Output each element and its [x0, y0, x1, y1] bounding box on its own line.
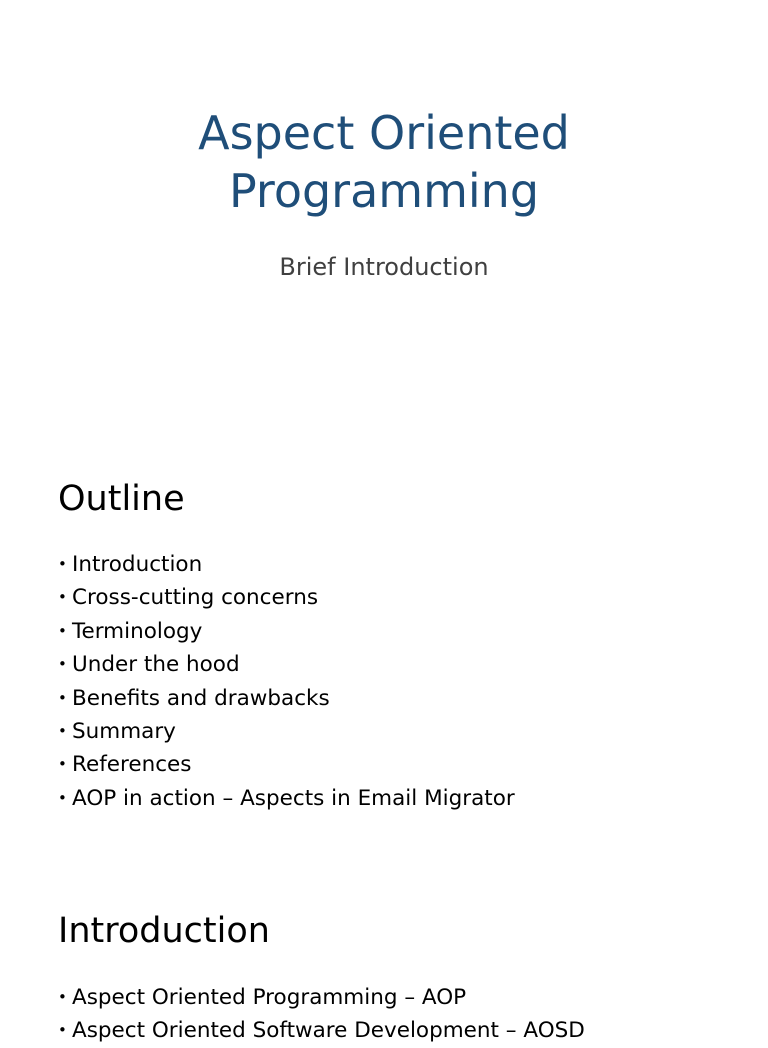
bullet-icon: •: [58, 988, 67, 1006]
list-item: [58, 782, 515, 815]
bullet-icon: •: [58, 555, 67, 573]
title-line-2: Programming: [228, 164, 540, 218]
bullet-icon: •: [58, 788, 67, 807]
outline-item-label: References: [72, 752, 192, 778]
bullet-icon: •: [58, 722, 67, 741]
outline-list: [58, 548, 515, 815]
outline-item-label: Cross-cutting concerns: [72, 585, 319, 611]
outline-item-label: AOP in action – Aspects in Email Migrator: [72, 785, 515, 811]
list-item: [58, 981, 585, 1014]
bullet-icon: •: [58, 588, 67, 607]
list-item: [58, 1014, 585, 1047]
list-item: [58, 682, 515, 715]
outline-item-label: Terminology: [72, 618, 203, 644]
bullet-icon: •: [58, 655, 67, 674]
introduction-item-label: Aspect Oriented Programming – AOP: [72, 985, 467, 1010]
title-slide: [0, 0, 768, 420]
list-item: [58, 581, 515, 614]
bullet-icon: •: [58, 755, 67, 774]
outline-item-label: Introduction: [72, 552, 203, 577]
list-item: [58, 615, 515, 648]
list-item: [58, 548, 515, 581]
list-item: [58, 748, 515, 781]
bullet-icon: •: [58, 688, 67, 707]
outline-item-label: Summary: [72, 719, 176, 745]
outline-heading: Outline: [58, 479, 185, 519]
list-item: [58, 715, 515, 748]
introduction-item-label: Aspect Oriented Software Development – AOSD: [72, 1018, 585, 1044]
list-item: [58, 648, 515, 681]
bullet-icon: •: [58, 621, 67, 640]
outline-item-label: Benefits and drawbacks: [72, 685, 330, 711]
presentation-subtitle: Brief Introduction: [279, 253, 489, 281]
presentation-title: [0, 104, 768, 220]
bullet-icon: •: [58, 1021, 67, 1040]
introduction-heading: Introduction: [58, 911, 270, 951]
outline-item-label: Under the hood: [72, 652, 240, 678]
title-line-1: Aspect Oriented: [198, 106, 570, 160]
introduction-list: [58, 981, 585, 1048]
